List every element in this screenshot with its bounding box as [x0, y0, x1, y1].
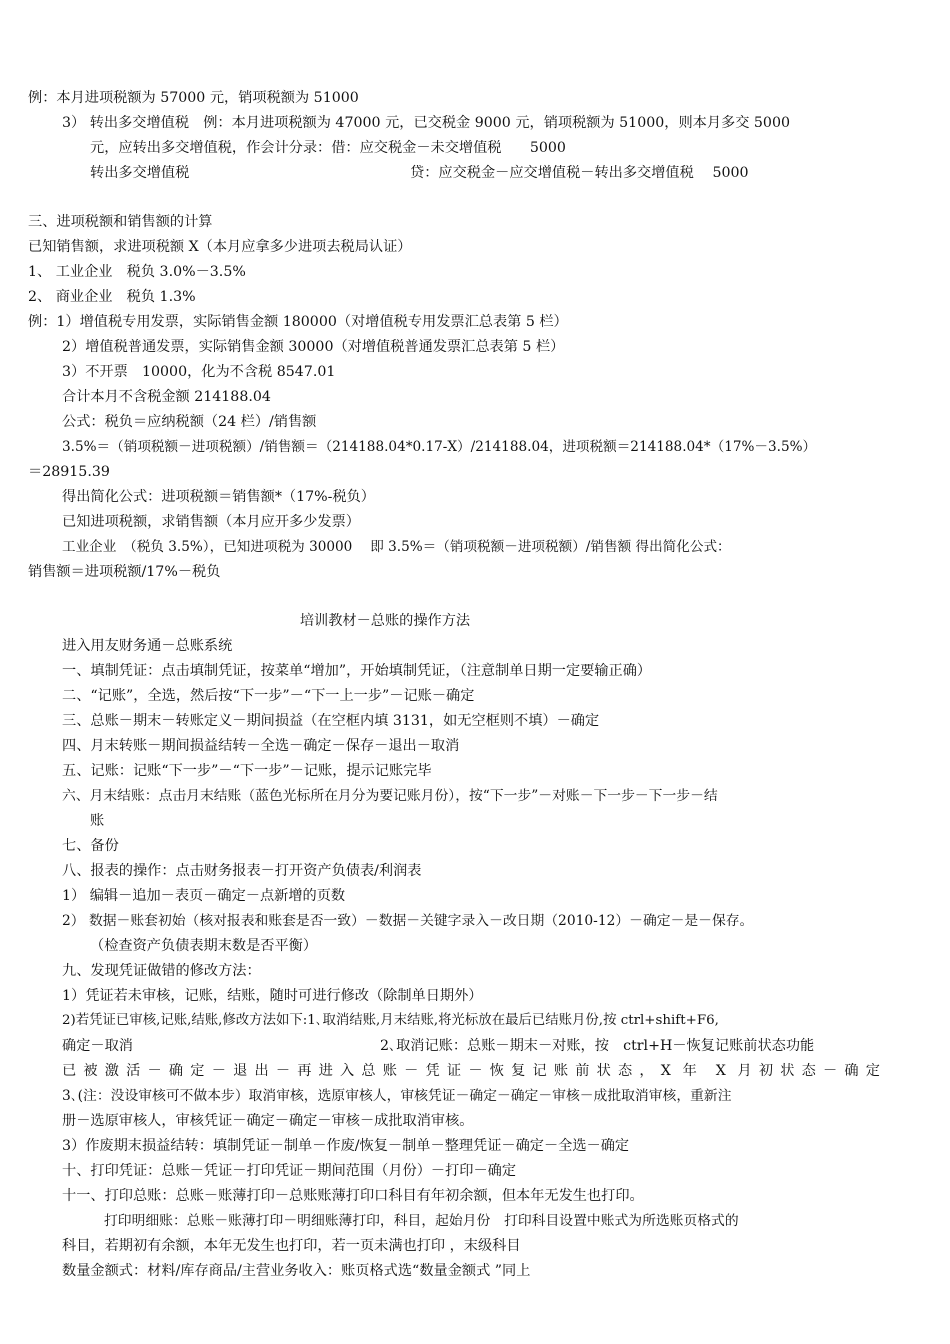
text-line: 3､(注：没设审核可不做本步）取消审核，选原审核人，审核凭证－确定－确定－审核－成批取消审核，重新注 — [62, 1088, 732, 1104]
text-line: 五、记账：记账“下一步”－“下一步”－记账，提示记账完毕 — [62, 763, 432, 779]
text-line: 2） 数据－账套初始（核对报表和账套是否一致）－数据－关键字录入－改日期（2010-12）－确定－是－保存。 — [62, 913, 754, 929]
text-line: 例：1）增值税专用发票，实际销售金额 180000（对增值税专用发票汇总表第 5 栏） — [28, 314, 568, 330]
text-line: 进入用友财务通－总账系统 — [62, 638, 233, 654]
text-line: 数量金额式：材料/库存商品/主营业务收入：账页格式选“数量金额式 ”同上 — [62, 1263, 531, 1279]
page-title: 培训教材－总账的操作方法 — [299, 613, 471, 629]
text-line: 十、打印凭证：总账－凭证－打印凭证－期间范围（月份）－打印－确定 — [62, 1163, 517, 1179]
text-line: 公式：税负＝应纳税额（24 栏）/销售额 — [62, 414, 317, 430]
text-line: 已被激活－确定－退出－再进入总账－凭证－恢复记账前状态，X 年 X 月初状态－确定 — [62, 1063, 880, 1079]
text-line: 2、 商业企业 税负 1.3% — [28, 289, 196, 305]
text-line: 七、备份 — [62, 838, 119, 854]
text-line: 1）凭证若未审核，记账，结账，随时可进行修改（除制单日期外） — [62, 988, 483, 1004]
text-line: 二、“记账”，全选，然后按“下一步”－“下一上一步”－记账－确定 — [62, 688, 475, 704]
text-line: （检查资产负债表期末数是否平衡） — [90, 938, 318, 954]
text-line: 三、总账－期末－转账定义－期间损益（在空框内填 3131，如无空框则不填）－确定 — [62, 713, 600, 729]
text-line: 六、月末结账：点击月末结账（蓝色光标所在月分为要记账月份），按“下一步”－对账－下一步－下一步－结 — [62, 788, 718, 804]
text-line: 打印明细账：总账－账薄打印－明细账薄打印，科目，起始月份 打印科目设置中账式为所选账页格式的 — [104, 1213, 739, 1229]
text-line: 3.5%＝（销项税额－进项税额）/销售额＝（214188.04*0.17-X）/214188.04，进项税额＝214188.04*（17%－3.5%） — [62, 439, 817, 455]
text-line: 科目，若期初有余额，本年无发生也打印，若一页未满也打印 ，末级科目 — [62, 1238, 521, 1254]
text-line: 确定－取消 — [62, 1038, 133, 1054]
section-heading: 三、进项税额和销售额的计算 — [28, 214, 213, 230]
text-line: 得出简化公式：进项税额＝销售额*（17%-税负） — [62, 489, 375, 505]
text-line: 2)若凭证已审核,记账,结账,修改方法如下:1､取消结账,月末结账,将光标放在最后已结账月份,按 ctrl+shift+F6, — [62, 1013, 719, 1028]
text-line: 3） 转出多交增值税 例：本月进项税额为 47000 元，已交税金 9000 元，销项税额为 51000，则本月多交 5000 — [62, 115, 791, 131]
text-line: 3）不开票 10000，化为不含税 8547.01 — [62, 364, 336, 380]
text-line: 一、填制凭证：点击填制凭证，按菜单“增加”，开始填制凭证，（注意制单日期一定要输正确） — [62, 663, 652, 679]
text-line: 九、发现凭证做错的修改方法： — [62, 963, 261, 979]
text-line: 元，应转出多交增值税，作会计分录：借：应交税金－未交增值税 5000 — [90, 140, 566, 156]
text-line: 八、报表的操作：点击财务报表－打开资产负债表/利润表 — [62, 863, 422, 879]
text-line: 十一、打印总账：总账－账薄打印－总账账薄打印口科目有年初余额，但本年无发生也打印。 — [62, 1188, 644, 1204]
text-line: 3）作废期末损益结转：填制凭证－制单－作废/恢复－制单－整理凭证－确定－全选－确定 — [62, 1138, 630, 1154]
text-line: 已知销售额，求进项税额 X（本月应拿多少进项去税局认证） — [28, 239, 412, 255]
text-line: 1） 编辑－追加－表页－确定－点新增的页数 — [62, 888, 346, 904]
text-line: 1、 工业企业 税负 3.0%－3.5% — [28, 264, 246, 280]
text-line: 转出多交增值税 — [90, 165, 190, 181]
text-line: 四、月末转账－期间损益结转－全选－确定－保存－退出－取消 — [62, 738, 460, 754]
text-line: 销售额＝进项税额/17%－税负 — [28, 564, 221, 580]
text-line: 2）增值税普通发票，实际销售金额 30000（对增值税普通发票汇总表第 5 栏） — [62, 339, 565, 355]
text-line: 例：本月进项税额为 57000 元，销项税额为 51000 — [28, 90, 359, 106]
text-line: 工业企业 （税负 3.5%），已知进项税为 30000 即 3.5%＝（销项税额－进项税额）/销售额 得出简化公式： — [62, 539, 731, 555]
text-line: 已知进项税额，求销售额（本月应开多少发票） — [62, 514, 360, 530]
text-line: 贷：应交税金－应交增值税－转出多交增值税 5000 — [410, 165, 749, 181]
text-line: ＝28915.39 — [28, 464, 110, 480]
text-line: 册－选原审核人，审核凭证－确定－确定－审核－成批取消审核。 — [62, 1113, 474, 1129]
text-line: 账 — [90, 813, 105, 829]
text-line: 2､取消记账：总账－期末－对账，按 ctrl+H－恢复记账前状态功能 — [380, 1038, 815, 1054]
text-line: 合计本月不含税金额 214188.04 — [62, 389, 271, 405]
